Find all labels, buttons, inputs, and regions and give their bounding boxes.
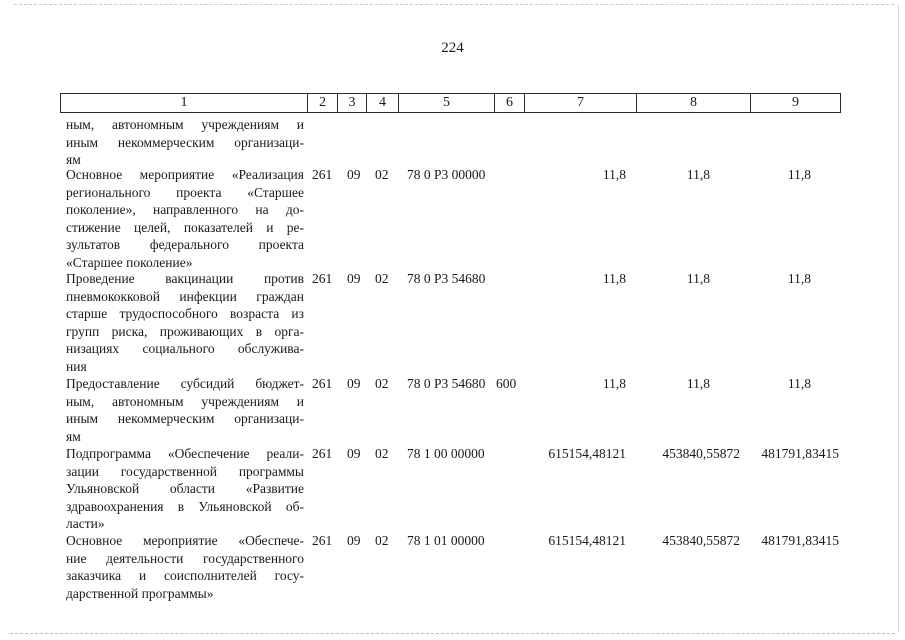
name-line: ям [66, 152, 81, 167]
cell-col-4: 02 [375, 376, 389, 391]
row-name [66, 116, 304, 169]
cell-col-2: 261 [312, 271, 333, 286]
cell-col-7: 11,8 [602, 271, 626, 286]
name-line: зации государственной программы [66, 463, 304, 479]
cell-col-8: 453840,55872 [662, 533, 740, 548]
cell-col-7: 615154,48121 [548, 446, 626, 461]
cell-col-9: 11,8 [787, 167, 811, 182]
cell-col-2: 261 [312, 446, 333, 461]
cell-col-9: 11,8 [787, 376, 811, 391]
cell-col-5: 78 0 P3 54680 [407, 271, 486, 286]
name-line: регионального проекта «Старшее [66, 184, 304, 200]
header-col-2: 2 [308, 94, 338, 112]
cell-col-5: 78 1 01 00000 [407, 533, 485, 548]
cell-col-5: 78 1 00 00000 [407, 446, 485, 461]
table-header-row [60, 93, 841, 113]
cell-col-2: 261 [312, 376, 333, 391]
scan-edge-top [14, 4, 894, 5]
cell-col-9: 481791,83415 [761, 533, 839, 548]
name-line: дарственной программы» [66, 585, 214, 601]
row-name [66, 270, 304, 375]
name-line: иным некоммерческим организаци- [66, 134, 304, 150]
header-col-4: 4 [367, 94, 399, 112]
header-col-7: 7 [525, 94, 637, 112]
cell-col-7: 11,8 [602, 167, 626, 182]
name-line: Основное мероприятие «Обеспече- [66, 533, 304, 548]
row-name [66, 445, 304, 533]
cell-col-2: 261 [312, 167, 333, 182]
cell-col-3: 09 [347, 271, 361, 286]
name-line: пневмококковой инфекции граждан [66, 288, 304, 304]
cell-col-3: 09 [347, 376, 361, 391]
scan-edge-bottom [10, 633, 895, 634]
cell-col-5: 78 0 P3 00000 [407, 167, 486, 182]
cell-col-2: 261 [312, 533, 333, 548]
cell-col-4: 02 [375, 533, 389, 548]
header-col-9: 9 [792, 95, 799, 110]
cell-col-4: 02 [375, 446, 389, 461]
cell-col-3: 09 [347, 167, 361, 182]
name-line: поколение», направленного на до- [66, 202, 304, 217]
page-number: 224 [441, 40, 464, 56]
scan-edge-right [898, 4, 899, 632]
cell-col-5: 78 0 P3 54680 [407, 376, 486, 391]
name-line: Основное мероприятие «Реализация [66, 167, 304, 182]
name-line: ния [66, 358, 87, 374]
name-line: зультатов федерального проекта [66, 237, 304, 252]
name-line: ным, автономным учреждениям и [66, 117, 304, 132]
cell-col-8: 453840,55872 [662, 446, 740, 461]
header-col-1: 1 [61, 94, 308, 112]
name-line: старше трудоспособного возраста из [66, 306, 304, 321]
row-name [66, 375, 304, 445]
header-col-5: 5 [399, 94, 495, 112]
cell-col-8: 11,8 [686, 376, 710, 391]
name-line: стижение целей, показателей и ре- [66, 219, 304, 235]
name-line: заказчика и соисполнителей госу- [66, 568, 304, 583]
header-col-6: 6 [495, 94, 525, 112]
header-col-8: 8 [637, 94, 751, 112]
cell-col-4: 02 [375, 167, 389, 182]
cell-col-8: 11,8 [686, 271, 710, 286]
cell-col-8: 11,8 [686, 167, 710, 182]
name-line: здравоохранения в Ульяновской об- [66, 498, 304, 514]
cell-col-3: 09 [347, 446, 361, 461]
name-line: Предоставление субсидий бюджет- [66, 376, 304, 391]
name-line: иным некоммерческим организаци- [66, 411, 304, 426]
name-line: ям [66, 428, 81, 444]
row-name [66, 532, 304, 602]
cell-col-4: 02 [375, 271, 389, 286]
cell-col-9: 481791,83415 [761, 446, 839, 461]
cell-col-7: 615154,48121 [548, 533, 626, 548]
name-line: Ульяновской области «Развитие [66, 481, 304, 496]
name-line: Подпрограмма «Обеспечение реали- [66, 446, 304, 461]
name-line: Проведение вакцинации против [66, 271, 304, 286]
name-line: низациях социального обслужива- [66, 341, 304, 356]
cell-col-3: 09 [347, 533, 361, 548]
header-col-3: 3 [338, 94, 367, 112]
name-line: ласти» [66, 516, 105, 531]
row-name [66, 166, 304, 271]
cell-col-6: 600 [496, 376, 517, 391]
cell-col-9: 11,8 [787, 271, 811, 286]
cell-col-7: 11,8 [602, 376, 626, 391]
name-line: групп риска, проживающих в орга- [66, 323, 304, 339]
name-line: «Старшее поколение» [66, 254, 193, 270]
name-line: ным, автономным учреждениям и [66, 393, 304, 409]
name-line: ние деятельности государственного [66, 550, 304, 566]
